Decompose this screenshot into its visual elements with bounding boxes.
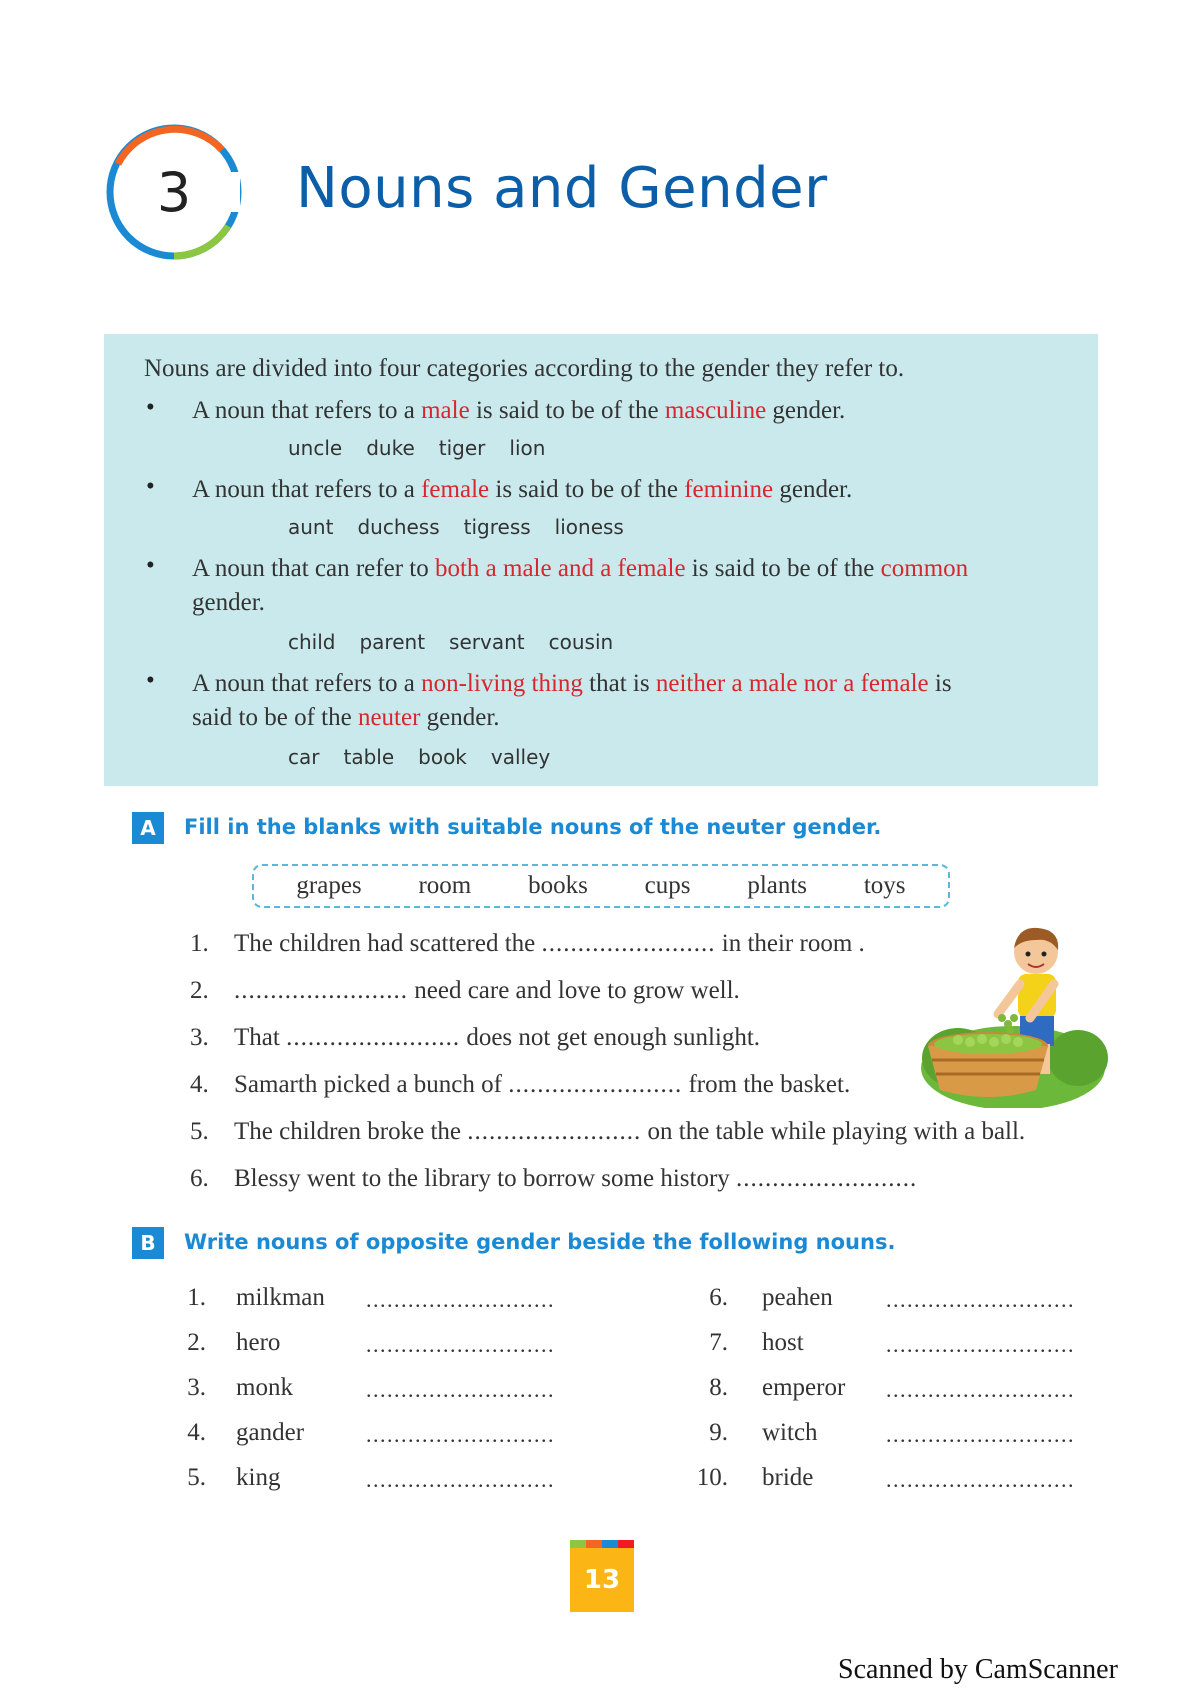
- question-row: 1. The children had scattered the ........................ in their room .: [190, 930, 865, 957]
- item-number: 2.: [187, 1329, 206, 1356]
- item-number: 3.: [187, 1374, 206, 1401]
- answer-blank: ........................: [286, 1024, 461, 1051]
- answer-blank: ...........................: [366, 1287, 555, 1312]
- section-b-badge: B: [132, 1227, 164, 1259]
- chapter-number: 3: [156, 160, 192, 224]
- answer-blank: ...........................: [366, 1377, 555, 1402]
- rule-common: A noun that can refer to both a male and a female is said to be of the common: [192, 555, 969, 582]
- answer-blank: ...........................: [886, 1422, 1075, 1447]
- word-option: books: [528, 872, 588, 899]
- bullet-marker: •: [146, 394, 155, 421]
- question-row: 2. ........................ need care and love to grow well.: [190, 977, 740, 1004]
- noun-item: host: [762, 1329, 804, 1356]
- rule-masculine: A noun that refers to a male is said to be of the masculine gender.: [192, 397, 846, 424]
- item-number: 5.: [187, 1464, 206, 1491]
- question-row: 6. Blessy went to the library to borrow some history .........................: [190, 1165, 917, 1192]
- item-number: 8.: [709, 1374, 728, 1401]
- examples-neuter: car table book valley: [288, 745, 551, 769]
- answer-blank: ........................: [508, 1071, 683, 1098]
- rule-common-line2: gender.: [192, 589, 265, 616]
- noun-item: emperor: [762, 1374, 846, 1401]
- word-option: room: [418, 872, 472, 899]
- bullet-marker: •: [146, 667, 155, 694]
- answer-blank: ...........................: [886, 1287, 1075, 1312]
- answer-blank: ...........................: [886, 1467, 1075, 1492]
- word-option: toys: [863, 872, 906, 899]
- noun-item: milkman: [236, 1284, 325, 1311]
- answer-blank: ...........................: [886, 1332, 1075, 1357]
- word-option: plants: [747, 872, 808, 899]
- word-option: cups: [644, 872, 691, 899]
- question-row: 4. Samarth picked a bunch of ........................ from the basket.: [190, 1071, 851, 1098]
- answer-blank: ........................: [541, 930, 716, 957]
- examples-feminine: aunt duchess tigress lioness: [288, 515, 624, 539]
- item-number: 7.: [709, 1329, 728, 1356]
- page-number: 13: [583, 1565, 621, 1595]
- scanner-watermark: Scanned by CamScanner: [838, 1654, 1118, 1685]
- bullet-marker: •: [146, 552, 155, 579]
- boy-with-grapes-basket-illustration: [918, 918, 1108, 1108]
- noun-item: peahen: [762, 1284, 833, 1311]
- examples-common: child parent servant cousin: [288, 630, 614, 654]
- noun-item: gander: [236, 1419, 305, 1446]
- item-number: 4.: [187, 1419, 206, 1446]
- rule-feminine: A noun that refers to a female is said to be of the feminine gender.: [192, 476, 853, 503]
- section-a-badge: A: [132, 812, 164, 844]
- noun-item: bride: [762, 1464, 814, 1491]
- section-a-title: Fill in the blanks with suitable nouns of the neuter gender.: [184, 815, 882, 839]
- noun-item: king: [236, 1464, 281, 1491]
- question-row: 5. The children broke the ........................ on the table while playing with a ball.: [190, 1118, 1026, 1145]
- chapter-title: Nouns and Gender: [296, 156, 828, 221]
- rule-neuter-line2: said to be of the neuter gender.: [192, 704, 500, 731]
- item-number: 1.: [187, 1284, 206, 1311]
- bullet-marker: •: [146, 473, 155, 500]
- item-number: 9.: [709, 1419, 728, 1446]
- answer-blank: ........................: [467, 1118, 642, 1145]
- word-option: grapes: [296, 872, 362, 899]
- answer-blank: ...........................: [366, 1332, 555, 1357]
- examples-masculine: uncle duke tiger lion: [288, 436, 546, 460]
- answer-blank: ...........................: [366, 1467, 555, 1492]
- answer-blank: ...........................: [886, 1377, 1075, 1402]
- noun-item: monk: [236, 1374, 293, 1401]
- rule-neuter: A noun that refers to a non-living thing that is neither a male nor a female is: [192, 670, 952, 697]
- item-number: 10.: [696, 1464, 728, 1491]
- answer-blank: ...........................: [366, 1422, 555, 1447]
- noun-item: hero: [236, 1329, 281, 1356]
- question-row: 3. That ........................ does not get enough sunlight.: [190, 1024, 761, 1051]
- section-b-title: Write nouns of opposite gender beside the following nouns.: [184, 1230, 896, 1254]
- intro-lead: Nouns are divided into four categories according to the gender they refer to.: [144, 355, 905, 382]
- item-number: 6.: [709, 1284, 728, 1311]
- answer-blank: ........................: [736, 1165, 911, 1192]
- word-box: [252, 864, 950, 908]
- noun-item: witch: [762, 1419, 818, 1446]
- answer-blank: ........................: [234, 977, 408, 1004]
